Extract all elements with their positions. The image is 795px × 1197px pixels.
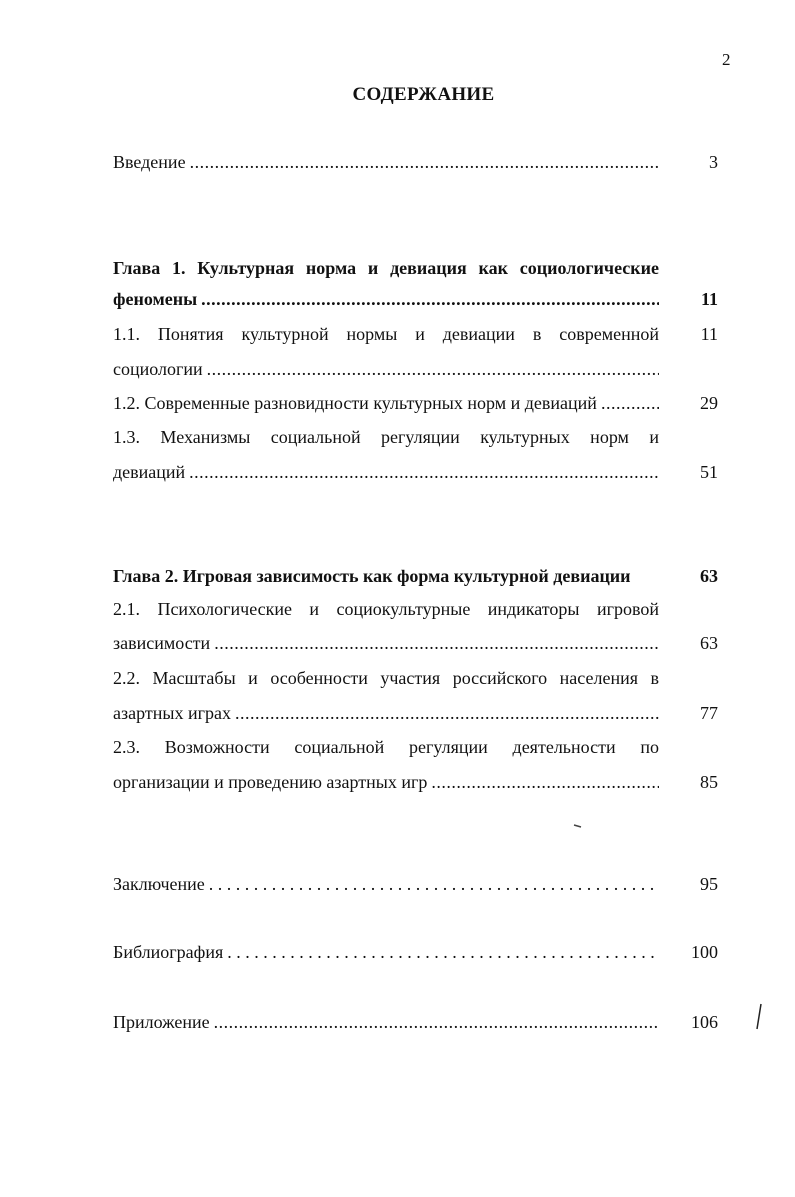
toc-entry-label: Введение (113, 152, 186, 172)
chapter1-title-line1[interactable]: Глава 1. Культурная норма и девиация как социологические (113, 258, 659, 278)
section-1-2[interactable] (113, 392, 659, 414)
section-2-1-line2[interactable] (113, 632, 659, 654)
section-1-3-line1[interactable]: 1.3. Механизмы социальной регуляции культурных норм и (113, 427, 659, 447)
dot-leader (431, 771, 659, 793)
section-2-1-line1[interactable]: 2.1. Психологические и социокультурные индикаторы игровой (113, 599, 659, 619)
toc-entry-bibliography[interactable] (113, 941, 659, 963)
toc-entry-label: Заключение (113, 874, 205, 894)
toc-page-number: 100 (691, 942, 718, 962)
dot-leader (190, 151, 659, 173)
dot-leader (207, 358, 659, 380)
toc-entry-intro[interactable] (113, 151, 659, 173)
chapter2-title[interactable]: Глава 2. Игровая зависимость как форма культурной девиации (113, 566, 631, 586)
toc-entry-conclusion[interactable] (113, 873, 659, 895)
scan-artifact-mark (752, 1002, 766, 1032)
dot-leader (601, 392, 659, 414)
toc-page-number: 85 (700, 772, 718, 792)
toc-entry-label: Приложение (113, 1012, 210, 1032)
section-2-3-line2[interactable] (113, 771, 659, 793)
scan-artifact-dash (572, 822, 584, 830)
toc-entry-label: 1.2. Современные разновидности культурных норм и девиаций (113, 393, 597, 413)
toc-page-number: 106 (691, 1012, 718, 1032)
dot-leader (209, 873, 659, 895)
page-title: СОДЕРЖАНИЕ (352, 84, 495, 105)
toc-entry-appendix[interactable] (113, 1011, 659, 1033)
dot-leader (235, 702, 659, 724)
dot-leader (214, 1011, 659, 1033)
toc-page-number: 63 (700, 566, 718, 586)
dot-leader (201, 288, 659, 310)
toc-entry-label: девиаций (113, 462, 186, 482)
section-2-2-line1[interactable]: 2.2. Масштабы и особенности участия российского населения в (113, 668, 659, 688)
toc-page-number: 11 (700, 324, 718, 344)
chapter1-title-line2[interactable] (113, 288, 659, 310)
dot-leader (189, 461, 659, 483)
dot-leader (214, 632, 659, 654)
toc-entry-label: социологии (113, 359, 203, 379)
toc-entry-label: феномены (113, 289, 198, 309)
section-1-3-line2[interactable] (113, 461, 659, 483)
section-2-3-line1[interactable]: 2.3. Возможности социальной регуляции деятельности по (113, 737, 659, 757)
toc-page-number: 29 (700, 393, 718, 413)
section-1-1-line2[interactable] (113, 358, 659, 380)
toc-page-number: 11 (700, 289, 718, 309)
toc-entry-label: организации и проведению азартных игр (113, 772, 428, 792)
toc-entry-label: азартных играх (113, 703, 231, 723)
section-2-2-line2[interactable] (113, 702, 659, 724)
toc-page-number: 77 (700, 703, 718, 723)
toc-entry-label: Библиография (113, 942, 224, 962)
section-1-1-line1[interactable]: 1.1. Понятия культурной нормы и девиации в современной (113, 324, 659, 344)
toc-page-number: 3 (709, 152, 718, 172)
toc-page-number: 51 (700, 462, 718, 482)
toc-entry-label: зависимости (113, 633, 211, 653)
toc-page-number: 63 (700, 633, 718, 653)
dot-leader (227, 941, 659, 963)
page-number: 2 (722, 50, 731, 69)
toc-page-number: 95 (700, 874, 718, 894)
